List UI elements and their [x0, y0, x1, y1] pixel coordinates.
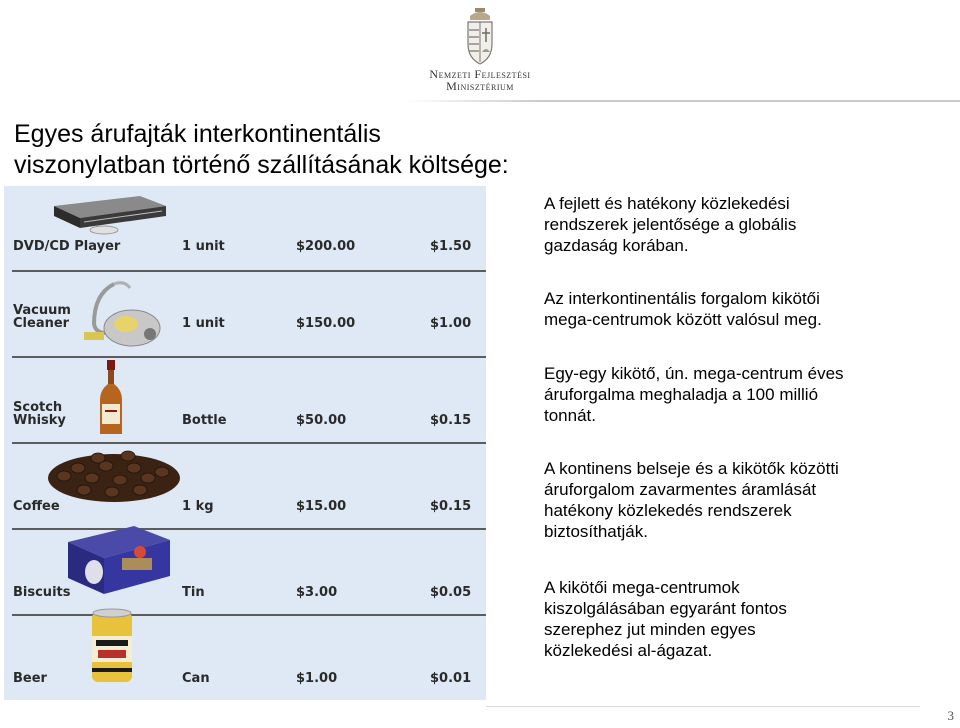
paragraph-line: Egy-egy kikötő, ún. mega-centrum éves — [544, 364, 844, 383]
paragraph-line: gazdaság korában. — [544, 236, 689, 255]
whisky-bottle-image — [96, 360, 126, 436]
coat-of-arms-icon — [462, 6, 498, 66]
paragraph-line: szerephez jut minden egyes — [544, 620, 756, 639]
paragraph-line: biztosíthatják. — [544, 522, 648, 541]
paragraph-line: A kontinens belseje és a kikötők közötti — [544, 459, 839, 478]
paragraph — [544, 577, 787, 661]
ministry-name-line1: Nemzeti Fejlesztési — [429, 67, 531, 81]
item-price: $50.00 — [296, 413, 347, 428]
item-unit: 1 kg — [182, 499, 214, 514]
item-name: Biscuits — [13, 585, 71, 600]
paragraph — [544, 458, 839, 542]
table-row — [4, 358, 486, 444]
item-name: DVD/CD Player — [13, 239, 121, 254]
item-unit: 1 unit — [182, 239, 225, 254]
slide-title — [14, 119, 574, 181]
paragraph — [544, 288, 822, 330]
paragraph-line: áruforgalom zavarmentes áramlását — [544, 480, 817, 499]
slide-title-line2: viszonylatban történő szállításának költsége: — [14, 151, 509, 179]
paragraph — [544, 363, 844, 426]
shipping-cost: $1.50 — [430, 239, 472, 254]
paragraph-line: rendszerek jelentősége a globális — [544, 215, 797, 234]
paragraph-line: tonnát. — [544, 406, 596, 425]
header-divider — [405, 100, 960, 102]
shipping-cost: $0.05 — [430, 585, 472, 600]
item-name-line1: Scotch — [13, 400, 63, 415]
item-name: Beer — [13, 671, 47, 686]
shipping-cost: $0.15 — [430, 499, 472, 514]
paragraph-line: A kikötői mega-centrumok — [544, 578, 740, 597]
table-row — [4, 616, 486, 702]
item-price: $200.00 — [296, 239, 356, 254]
paragraph-line: Az interkontinentális forgalom kikötői — [544, 289, 820, 308]
paragraph-line: kiszolgálásában egyaránt fontos — [544, 599, 787, 618]
item-price: $3.00 — [296, 585, 338, 600]
item-unit: 1 unit — [182, 316, 225, 331]
footer-divider — [486, 706, 920, 707]
paragraph-line: A fejlett és hatékony közlekedési — [544, 194, 790, 213]
paragraph — [544, 193, 796, 256]
coffee-beans-image — [44, 448, 184, 504]
table-row — [4, 444, 486, 530]
item-price: $150.00 — [296, 316, 356, 331]
item-price: $1.00 — [296, 671, 338, 686]
ministry-logo — [415, 6, 545, 98]
ministry-name-line2: Minisztérium — [446, 79, 514, 93]
shipping-cost: $0.15 — [430, 413, 472, 428]
biscuit-tin-image — [64, 522, 174, 598]
dvd-player-image — [44, 192, 174, 238]
beer-can-image — [88, 608, 136, 684]
table-row — [4, 530, 486, 616]
item-name-line1: Vacuum — [13, 303, 71, 318]
shipping-cost-table — [4, 186, 486, 700]
table-row — [4, 272, 486, 358]
slide-title-line1: Egyes árufajták interkontinentális — [14, 120, 381, 148]
page-number: 3 — [947, 708, 954, 723]
paragraph-line: hatékony közlekedés rendszerek — [544, 501, 792, 520]
shipping-cost: $1.00 — [430, 316, 472, 331]
ministry-name — [415, 68, 545, 92]
vacuum-cleaner-image — [74, 274, 184, 354]
paragraph-line: mega-centrumok között valósul meg. — [544, 310, 822, 329]
shipping-cost: $0.01 — [430, 671, 472, 686]
item-unit: Can — [182, 671, 210, 686]
item-price: $15.00 — [296, 499, 347, 514]
table-row — [4, 186, 486, 272]
item-unit: Bottle — [182, 413, 227, 428]
item-name-line2: Whisky — [13, 413, 66, 428]
item-unit: Tin — [182, 585, 205, 600]
paragraph-line: áruforgalma meghaladja a 100 millió — [544, 385, 819, 404]
paragraph-line: közlekedési al-ágazat. — [544, 641, 713, 660]
item-name-line2: Cleaner — [13, 316, 70, 331]
item-name: Coffee — [13, 499, 60, 514]
